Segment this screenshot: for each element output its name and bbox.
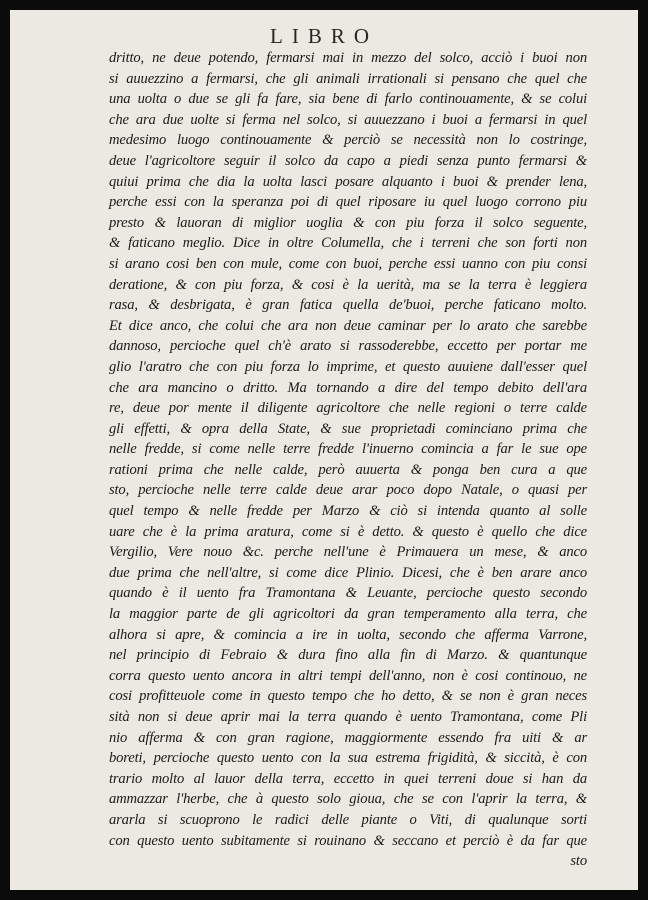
- text-line: dritto, ne deue potendo, fermarsi mai in mezzo del solco, acciò i buoi non: [109, 50, 587, 66]
- text-line: rationi prima che nelle calde, però auuerta & ponga ben cura a que: [109, 461, 587, 478]
- book-page: [10, 10, 638, 890]
- text-line: si arano cosi ben con mule, come con buoi, perche essi uanno con piu consi: [109, 255, 587, 272]
- text-line: ararla si scuoprono le radici delle piante o Viti, di qualunque sorti: [109, 811, 587, 828]
- text-line: Vergilio, Vere nouo &c. perche nell'une è Primauera un mese, & anco: [109, 544, 587, 561]
- text-line: sto, percioche nelle terre calde deue arar poco dopo Natale, o quasi per: [109, 482, 587, 499]
- text-line: nelle fredde, si come nelle terre fredde l'inuerno comincia a far le sue ope: [109, 441, 587, 458]
- text-line: cosi profitteuole come in questo tempo che ho detto, & se non è gran neces: [109, 688, 587, 705]
- text-line: presto & lauoran di miglior uoglia & con piu forza il solco seguente,: [109, 214, 587, 231]
- text-line: ammazzar l'herbe, che à questo solo gioua, che se con l'aprir la terra, &: [109, 791, 587, 808]
- text-line: con questo uento subitamente si rouinano & seccano et perciò è da far que: [109, 832, 587, 849]
- running-head: LIBRO: [270, 24, 378, 48]
- text-line: re, deue por mente il diligente agricoltore che nelle regioni o terre calde: [109, 400, 587, 417]
- text-line: nio afferma & con gran ragione, maggiormente essendo fra uiti & ar: [109, 729, 587, 746]
- text-line: & faticano meglio. Dice in oltre Columella, che i terreni che son forti non: [109, 235, 587, 252]
- text-line: corra questo uento ancora in altri tempi dell'anno, non è cosi continouo, ne: [109, 667, 587, 684]
- text-line: che ara mancino o dritto. Ma tornando a dire del tempo debito dell'ara: [109, 379, 587, 396]
- text-line: si auuezzino a fermarsi, che gli animali irrationali si pensano che quel che: [109, 70, 587, 87]
- body-text: [109, 48, 587, 872]
- text-line: quel tempo & nelle fredde per Marzo & ciò si intenda quanto al solle: [109, 503, 587, 520]
- text-line: quiui prima che dia la uolta lasci posare alquanto i buoi & prender lena,: [109, 173, 587, 190]
- text-line: una uolta o due se gli fa fare, sia bene di farlo continouamente, & se colui: [109, 91, 587, 108]
- text-line: nel principio di Febraio & dura fino alla fin di Marzo. & quantunque: [109, 647, 587, 664]
- text-line: medesimo luogo continouamente & perciò se necessità non lo costringe,: [109, 132, 587, 149]
- text-line: deue l'agricoltore seguir il solco da capo a piedi senza punto fermarsi &: [109, 152, 587, 169]
- text-line: boreti, percioche questo uento con la sua estrema frigidità, & siccità, è con: [109, 750, 587, 767]
- text-line: la maggior parte de gli agricoltori da gran temperamento alla terra, che: [109, 606, 587, 623]
- text-line: Et dice anco, che colui che ara non deue caminar per lo arato che sarebbe: [109, 317, 587, 334]
- text-line: due prima che nell'altre, si come dice Plinio. Dicesi, che è ben arare anco: [109, 564, 587, 581]
- text-line: sto: [570, 853, 587, 870]
- text-line: glio l'aratro che con piu forza lo imprime, et questo auuiene dall'esser quel: [109, 358, 587, 375]
- text-line: uare che è la prima aratura, come si è detto. & questo è quello che dice: [109, 523, 587, 540]
- text-line: rasa, & desbrigata, è gran fatica quella de'buoi, perche faticano molto.: [109, 297, 587, 314]
- text-line: gli effetti, & opra della State, & sue proprietadi cominciano prima che: [109, 420, 587, 437]
- text-line: quando è il uento fra Tramontana & Leuante, percioche questo secondo: [109, 585, 587, 602]
- text-line: che ara due uolte si ferma nel solco, si auuezzano i buoi a fermarsi in quel: [109, 111, 587, 128]
- text-line: dannoso, percioche quel ch'è arato si rassoderebbe, eccetto per portar me: [109, 338, 587, 355]
- text-line: alhora si apre, & comincia a ire in uolta, secondo che afferma Varrone,: [109, 626, 587, 643]
- text-line: trario molto al lauor della terra, eccetto in quei terreni doue si han da: [109, 770, 587, 787]
- text-line: sità non si deue aprir mai la terra quando è uento Tramontana, come Pli: [109, 709, 587, 725]
- text-line: deratione, & con piu forza, & cosi è la uerità, ma se la terra è leggiera: [109, 276, 587, 293]
- text-line: perche essi con la speranza poi di quel riposare iu quel luogo corrono piu: [109, 194, 587, 211]
